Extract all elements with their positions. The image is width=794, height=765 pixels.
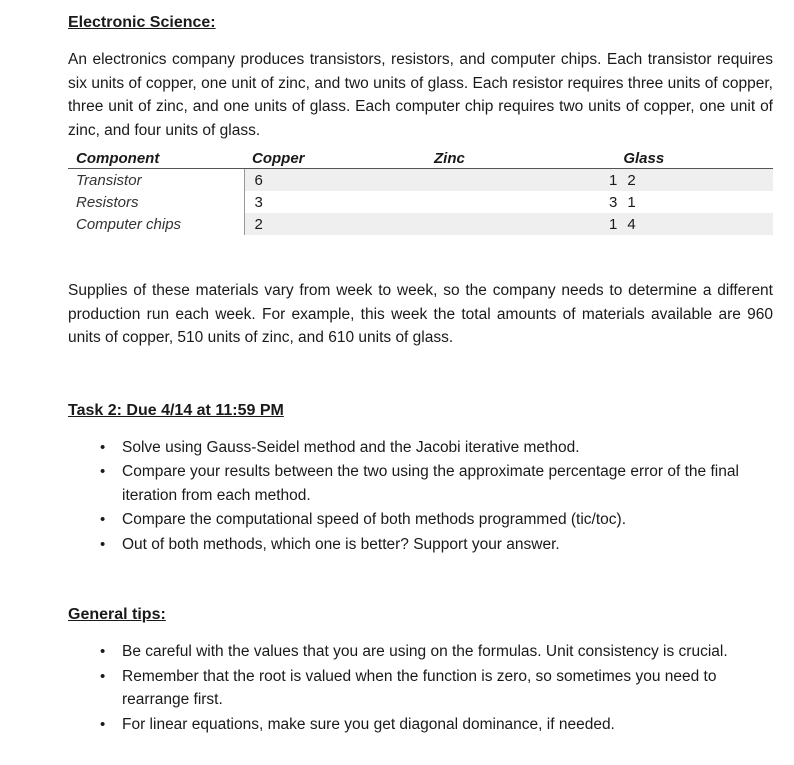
table-row: [68, 191, 773, 213]
header-zinc: Zinc: [424, 146, 617, 169]
table-header-row: [68, 146, 773, 169]
list-item-text: Remember that the root is valued when the function is zero, so sometimes you need to rearrange first.: [122, 667, 717, 708]
glass-cell: 4: [617, 213, 773, 235]
zinc-cell: 1: [424, 213, 617, 235]
component-cell: Transistor: [76, 171, 142, 189]
list-item: [100, 640, 773, 664]
supplies-paragraph: Supplies of these materials vary from week to week, so the company needs to determine a different production run each week. For example, this week the total amounts of materials available are 960 units of copper, 510 units of zinc, and 610 units of glass.: [68, 282, 773, 346]
header-glass: Glass: [617, 146, 773, 169]
list-item-text: Solve using Gauss-Seidel method and the Jacobi iterative method.: [122, 438, 580, 456]
component-cell: Computer chips: [76, 215, 182, 233]
bullet-icon: •: [100, 535, 106, 553]
list-item: [100, 713, 773, 737]
intro-paragraph: An electronics company produces transistors, resistors, and computer chips. Each transistor requires six units of copper, one unit of zinc, and two units of glass. Each resistor requires three units of copper, three unit of zinc, and one units of glass. Each computer chip requires two units of copper, one unit of zinc, and four units of glass.: [68, 51, 773, 139]
table-row: [68, 169, 773, 192]
list-item: [100, 665, 773, 712]
list-item: [100, 460, 773, 507]
task-list: [68, 436, 773, 557]
bullet-icon: •: [100, 463, 106, 480]
list-item-text: For linear equations, make sure you get diagonal dominance, if needed.: [122, 715, 615, 733]
copper-cell: 3: [244, 191, 424, 213]
bullet-icon: •: [100, 643, 106, 660]
copper-cell: 6: [244, 169, 424, 192]
bullet-icon: •: [100, 511, 106, 528]
glass-cell: 1: [627, 193, 636, 211]
glass-cell: 2: [617, 169, 773, 192]
task-heading: Task 2: Due 4/14 at 11:59 PM: [68, 401, 284, 419]
list-item: [100, 508, 773, 532]
copper-cell: 2: [244, 213, 424, 235]
header-copper: Copper: [244, 146, 424, 169]
bullet-icon: •: [100, 715, 106, 733]
list-item-text: Out of both methods, which one is better? Support your answer.: [122, 535, 560, 553]
components-table: [68, 146, 773, 235]
tips-heading: General tips:: [68, 606, 166, 623]
tips-list: [68, 640, 773, 736]
header-component: Component: [68, 146, 244, 169]
list-item: [100, 533, 773, 557]
component-cell: Resistors: [76, 193, 139, 211]
bullet-icon: •: [100, 667, 106, 685]
page-title: Electronic Science:: [68, 14, 216, 31]
list-item-text: Compare the computational speed of both methods programmed (tic/toc).: [122, 511, 627, 528]
document-page: [68, 12, 773, 737]
zinc-cell: 3: [609, 193, 618, 211]
list-item-text: Be careful with the values that you are using on the formulas. Unit consistency is crucial.: [122, 643, 728, 660]
zinc-cell: 1: [424, 169, 617, 192]
bullet-icon: •: [100, 438, 106, 456]
table-row: [68, 213, 773, 235]
list-item-text: Compare your results between the two using the approximate percentage error of the final iteration from each method.: [122, 463, 739, 504]
list-item: [100, 436, 773, 460]
